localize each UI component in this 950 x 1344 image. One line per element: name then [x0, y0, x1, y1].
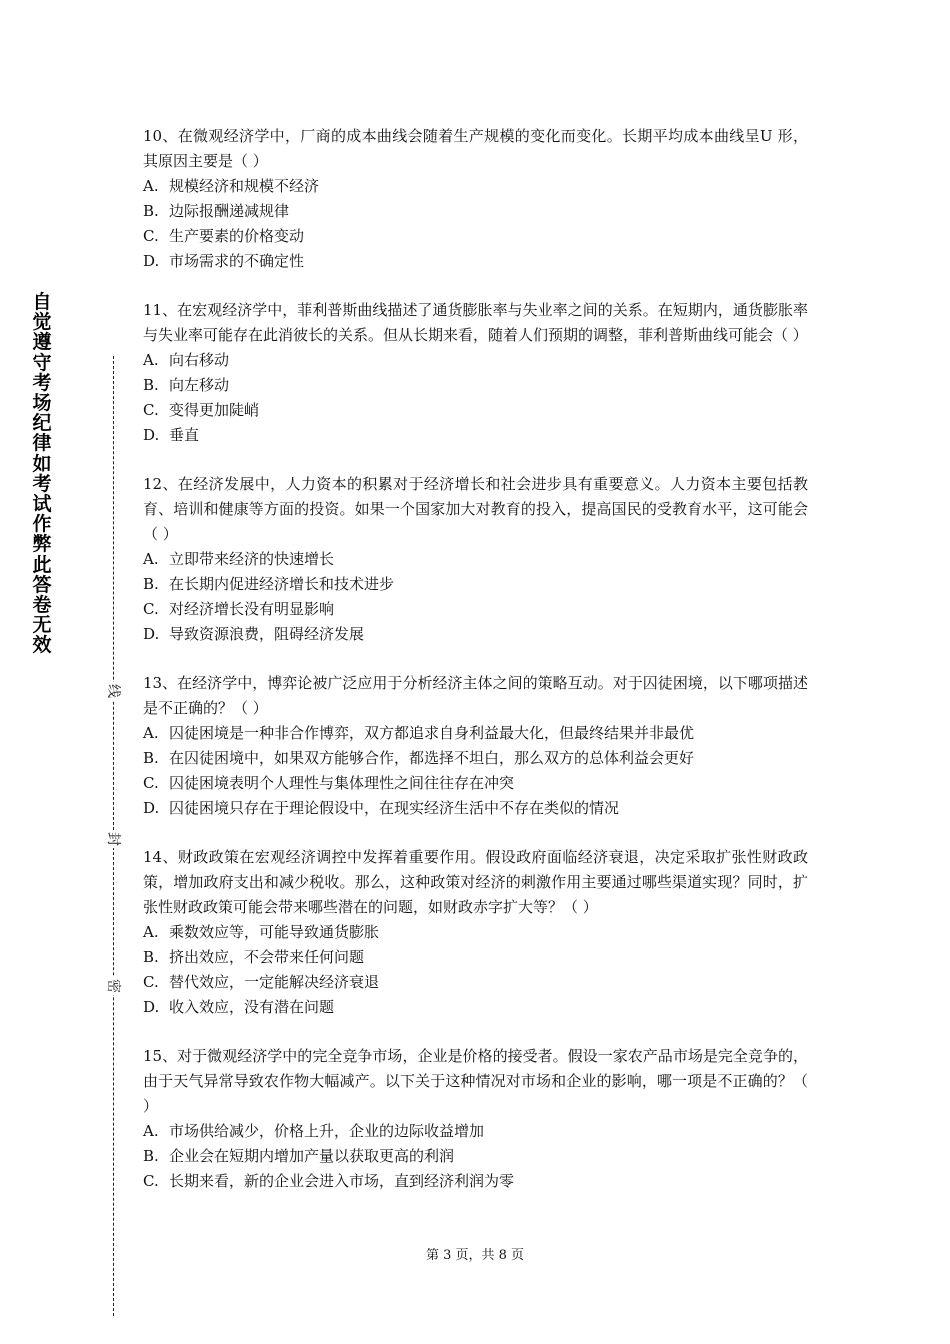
option-d: D. 收入效应，没有潜在问题 — [143, 998, 335, 1016]
question-stem: 14、财政政策在宏观经济调控中发挥着重要作用。假设政府面临经济衰退，决定采取扩张性财政政策，增加政府支出和减少税收。那么，这种政策对经济的刺激作用主要通过哪些渠道实现？同时，扩张性财政政策可能会带来哪些潜在的问题，如财政赤字扩大等？（ ） — [143, 848, 808, 916]
question-13 — [143, 671, 808, 821]
question-11 — [143, 298, 808, 448]
option-b: B. 挤出效应，不会带来任何问题 — [143, 948, 365, 966]
question-10 — [143, 124, 808, 274]
binding-mark-seal: 封 — [105, 832, 121, 846]
option-c: C. 对经济增长没有明显影响 — [143, 600, 335, 618]
question-12 — [143, 472, 808, 647]
option-b: B. 在长期内促进经济增长和技术进步 — [143, 575, 395, 593]
option-d: D. 囚徒困境只存在于理论假设中，在现实经济生活中不存在类似的情况 — [143, 799, 620, 817]
option-b: B. 企业会在短期内增加产量以获取更高的利润 — [143, 1147, 455, 1165]
option-c: C. 囚徒困境表明个人理性与集体理性之间往往存在冲突 — [143, 774, 515, 792]
option-c: C. 变得更加陡峭 — [143, 401, 260, 419]
option-b: B. 边际报酬递减规律 — [143, 202, 290, 220]
binding-mark-secret: 密 — [105, 979, 121, 993]
question-stem: 12、在经济发展中，人力资本的积累对于经济增长和社会进步具有重要意义。人力资本主要包括教育、培训和健康等方面的投资。如果一个国家加大对教育的投入，提高国民的受教育水平，这可能会（ ） — [143, 475, 808, 543]
question-stem: 15、对于微观经济学中的完全竞争市场，企业是价格的接受者。假设一家农产品市场是完全竞争的，由于天气异常导致农作物大幅减产。以下关于这种情况对市场和企业的影响，哪一项是不正确的？（ ） — [143, 1047, 808, 1115]
question-14 — [143, 845, 808, 1020]
question-list — [143, 124, 808, 1218]
question-stem: 13、在经济学中，博弈论被广泛应用于分析经济主体之间的策略互动。对于囚徒困境，以下哪项描述是不正确的？（ ） — [143, 674, 808, 717]
option-c: C. 长期来看，新的企业会进入市场，直到经济利润为零 — [143, 1172, 515, 1190]
option-c: C. 替代效应，一定能解决经济衰退 — [143, 973, 380, 991]
option-c: C. 生产要素的价格变动 — [143, 227, 305, 245]
option-a: A. 立即带来经济的快速增长 — [143, 550, 335, 568]
option-d: D. 市场需求的不确定性 — [143, 252, 305, 270]
question-stem: 10、在微观经济学中，厂商的成本曲线会随着生产规模的变化而变化。长期平均成本曲线呈U 形，其原因主要是（ ） — [143, 127, 808, 170]
exam-discipline-notice: 自觉遵守考场纪律如考试作弊此答卷无效 — [32, 291, 52, 657]
page-number-footer: 第 3 页，共 8 页 — [425, 1248, 525, 1263]
question-15 — [143, 1044, 808, 1194]
question-stem: 11、在宏观经济学中，菲利普斯曲线描述了通货膨胀率与失业率之间的关系。在短期内，通货膨胀率与失业率可能存在此消彼长的关系。但从长期来看，随着人们预期的调整，菲利普斯曲线可能会（ ） — [143, 301, 808, 344]
option-a: A. 囚徒困境是一种非合作博弈，双方都追求自身利益最大化，但最终结果并非最优 — [143, 724, 695, 742]
option-b: B. 向左移动 — [143, 376, 230, 394]
option-a: A. 向右移动 — [143, 351, 230, 369]
option-a: A. 乘数效应等，可能导致通货膨胀 — [143, 923, 380, 941]
option-b: B. 在囚徒困境中，如果双方能够合作，都选择不坦白，那么双方的总体利益会更好 — [143, 749, 695, 767]
option-d: D. 垂直 — [143, 426, 200, 444]
option-d: D. 导致资源浪费，阻碍经济发展 — [143, 625, 365, 643]
option-a: A. 规模经济和规模不经济 — [143, 177, 320, 195]
option-a: A. 市场供给减少，价格上升，企业的边际收益增加 — [143, 1122, 485, 1140]
binding-mark-line: 线 — [105, 684, 121, 698]
